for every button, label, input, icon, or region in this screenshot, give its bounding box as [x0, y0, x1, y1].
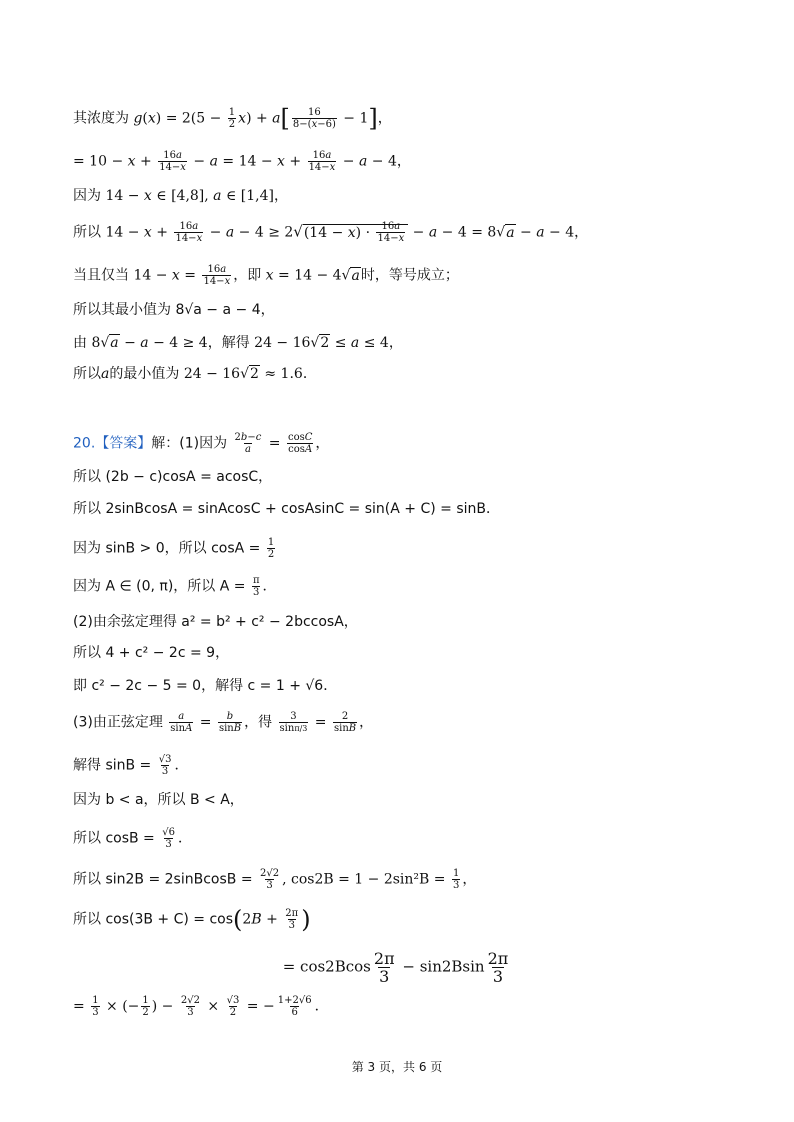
line-conclusion: 所以a的最小值为 24 − 16√2 ≈ 1.6． [73, 366, 317, 382]
line-p5: 因为 A ∈ (0, π)，所以 A = $\frac{\pi}{3}$ ． [73, 575, 277, 598]
line-simplify: = 10 − x + $\frac{16a}{14-x}$ − a = 14 − x + $\frac{16a}{14-x}$ − a − 4， [73, 150, 411, 173]
line-am-gm: 所以 14 − x + $\frac{16a}{14-x}$ − a − 4 ≥ 2√(14 − x) · $\frac{16a}{14-x}$ − a − 4 = 8√a − a − 4， [73, 221, 589, 244]
line-p14: 所以 cos(3B + C) = cos(2B + $\frac{2\pi}{3}$ ) [73, 905, 311, 934]
line-range: 因为 14 − x ∈ [4,8], a ∈ [1,4]， [73, 188, 288, 204]
line-concentration: 其浓度为 g(x) = 2(5 − $\frac{1}{2}$ x) + a[ $\frac{16}{8-(x-6)}$ − 1]， [73, 104, 392, 133]
line-p10: 解得 sinB = $\frac{√3}{3}$ ． [73, 754, 189, 777]
line-p6: (2)由余弦定理得 a² = b² + c² − 2bccosA， [73, 614, 358, 630]
line-equality: 当且仅当 14 − x = $\frac{16a}{14-x}$ ，即 x = 14 − 4√a时，等号成立； [73, 264, 459, 287]
line-p3: 所以 2sinBcosA = sinAcosC + cosAsinC = sin(A + C) = sinB． [73, 501, 500, 517]
line-p7: 所以 4 + c² − 2c = 9， [73, 645, 230, 661]
line-solve: 由 8√a − a − 4 ≥ 4，解得 24 − 16√2 ≤ a ≤ 4， [73, 335, 403, 351]
line-p16: = $\frac{1}{3}$ × (− $\frac{1}{2}$ ) − $\frac{2√2}{3}$ × $\frac{√3}{2}$ = − $\frac{1+2√6}{6}$ ． [73, 995, 329, 1018]
page-footer: 第 3 页，共 6 页 [351, 1060, 443, 1074]
line-p13: 所以 sin2B = 2sinBcosB = $\frac{2√2}{3}$ , cos2B = 1 − 2sin²B = $\frac{1}{3}$ ， [73, 868, 477, 891]
line-min-value: 所以其最小值为 8√a − a − 4， [73, 302, 275, 318]
question-20-header: 20.【答案】解：(1)因为 $\frac{2b-c}{a}$ = $\frac{\cos C}{\cos A}$ ， [73, 432, 330, 455]
line-p2: 所以 (2b − c)cosA = acosC， [73, 469, 273, 485]
line-p11: 因为 b < a，所以 B < A， [73, 792, 244, 808]
line-p9: (3)由正弦定理 $\frac{a}{\sin A}$ = $\frac{b}{\sin B}$ ，得 $\frac{3}{\sin\pi/3}$ = $\frac{2}{\sin B}$ ， [73, 711, 374, 734]
line-p15: = cos2Bcos $\frac{2\pi}{3}$ − sin2Bsin $\frac{2\pi}{3}$ [282, 949, 509, 986]
line-p8: 即 c² − 2c − 5 = 0，解得 c = 1 + √6． [73, 678, 338, 694]
line-p4: 因为 sinB > 0，所以 cosA = $\frac{1}{2}$ [73, 537, 275, 560]
line-p12: 所以 cosB = $\frac{√6}{3}$ ． [73, 827, 192, 850]
